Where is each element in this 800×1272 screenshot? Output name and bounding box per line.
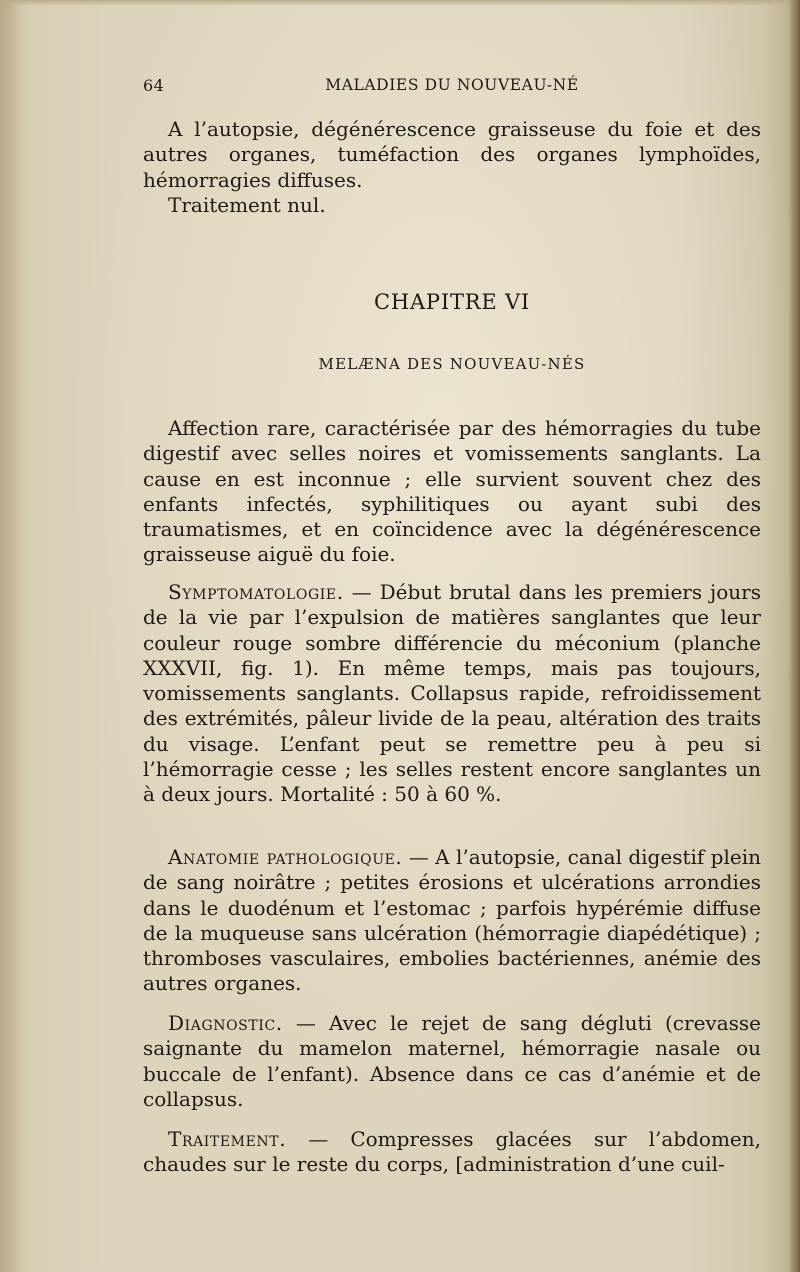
page-right-edge	[788, 0, 800, 1272]
intro-paragraph: A l’autopsie, dégénérescence graisseuse du foie et des autres organes, tuméfaction des organes lymphoïdes, hémorragies diffuses.	[143, 117, 761, 192]
anatomie-paragraph	[143, 845, 761, 997]
anatomie-block	[143, 845, 761, 997]
running-title: MALADIES DU NOUVEAU-NÉ	[325, 76, 579, 94]
traitement-paragraph	[143, 1127, 761, 1178]
traitement-heading: Traitement.	[168, 1127, 287, 1151]
traitement-text: — Compresses glacées sur l’abdomen, chaudes sur le reste du corps, [administration d’une cuil-	[143, 1127, 761, 1177]
affection-block	[143, 416, 761, 568]
symptomatologie-heading: Symptomatologie.	[168, 580, 344, 604]
symptomatologie-text: — Début brutal dans les premiers jours de la vie par l’expulsion de matières sanglantes que leur couleur rouge sombre différencie du méconium (planche XXXVII, fig. 1). En même temps, mais pas toujours, vomissements sanglants. Collapsus rapide, refroidissement des extrémités, pâleur livide de la peau, altération des traits du visage. L’enfant peut se remettre peu à peu si l’hémorragie cesse ; les selles restent encore sanglantes un à deux jours. Mortalité : 50 à 60 %.	[143, 580, 761, 807]
page-left-shadow	[0, 0, 22, 1272]
traitement-block	[143, 1127, 761, 1178]
chapter-subtitle: MELÆNA DES NOUVEAU-NÉS	[318, 355, 586, 373]
diagnostic-heading: Diagnostic.	[168, 1011, 283, 1035]
anatomie-heading: Anatomie pathologique.	[168, 845, 403, 869]
intro-treatment-line: Traitement nul.	[168, 192, 326, 217]
symptomatologie-paragraph	[143, 580, 761, 808]
chapter-title: CHAPITRE VI	[373, 290, 531, 314]
diagnostic-block	[143, 1011, 761, 1112]
symptomatologie-block	[143, 580, 761, 808]
page-top-shadow	[0, 0, 800, 6]
intro-block	[143, 117, 761, 218]
anatomie-text: — A l’autopsie, canal digestif plein de sang noirâtre ; petites érosions et ulcérations arrondies dans le duodénum et l’estomac ; parfois hypérémie diffuse de la muqueuse sans ulcération (hémorragie diapédétique) ; thromboses vasculaires, embolies bactériennes, anémie des autres organes.	[143, 845, 761, 996]
running-header	[143, 76, 761, 98]
diagnostic-text: — Avec le rejet de sang dégluti (crevasse saignante du mamelon maternel, hémorragie nasale ou buccale de l’enfant). Absence dans ce cas d’anémie et de collapsus.	[143, 1011, 761, 1111]
page-number: 64	[143, 76, 165, 95]
diagnostic-paragraph	[143, 1011, 761, 1112]
affection-paragraph: Affection rare, caractérisée par des hémorragies du tube digestif avec selles noires et vomissements sanglants. La cause en est inconnue ; elle survient souvent chez des enfants infectés, syphilitiques ou ayant subi des traumatismes, et en coïncidence avec la dégénérescence graisseuse aiguë du foie.	[143, 416, 761, 567]
